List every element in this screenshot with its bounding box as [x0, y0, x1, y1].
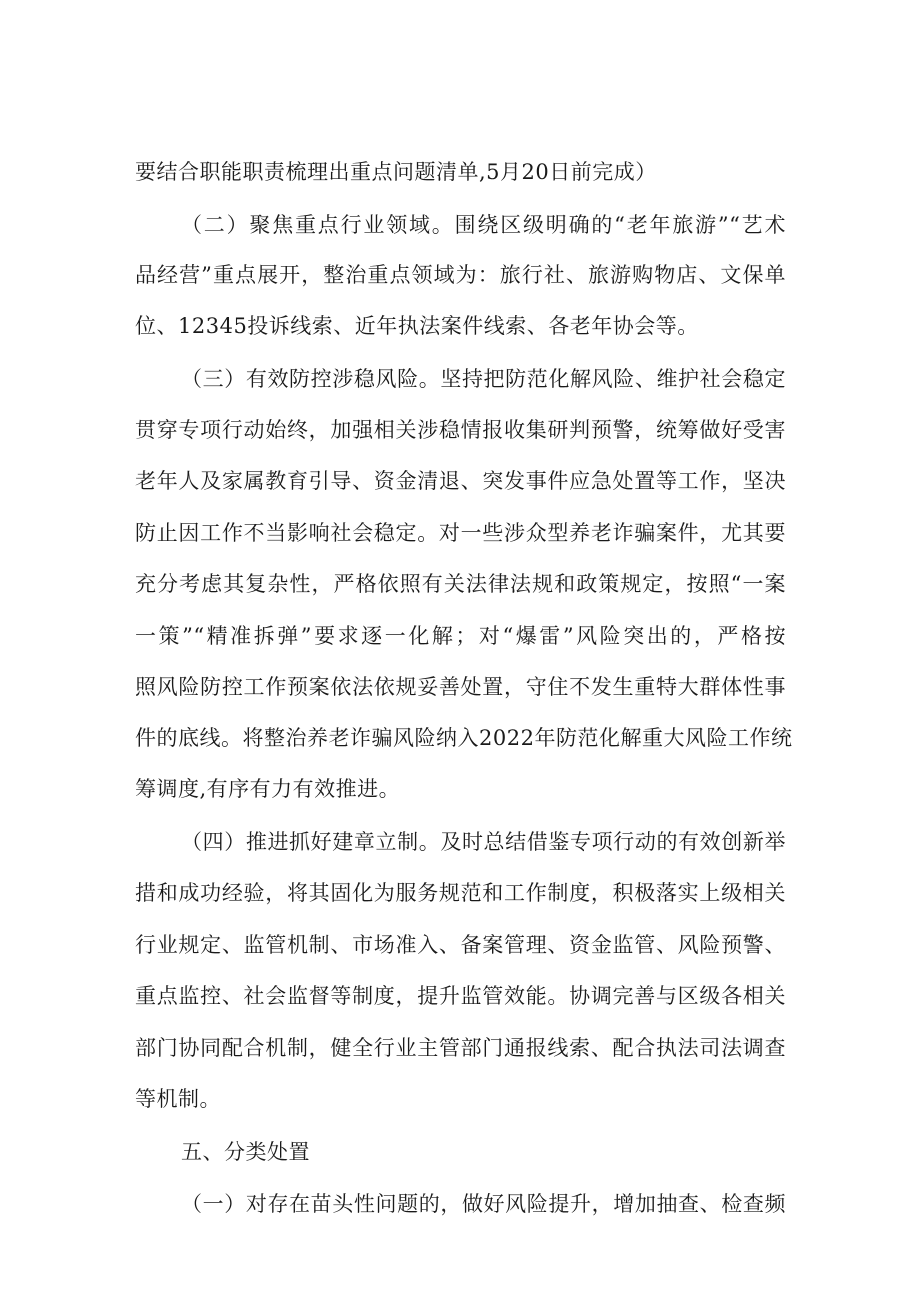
paragraph-2-line-1: （二）聚焦重点行业领域。围绕区级明确的“老年旅游”“艺术	[181, 213, 786, 237]
paragraph-4-line-6: 等机制。	[135, 1087, 221, 1111]
paragraph-4-line-2: 措和成功经验，将其固化为服务规范和工作制度，积极落实上级相关	[135, 881, 786, 905]
paragraph-5-line-1: （一）对存在苗头性问题的，做好风险提升，增加抽查、检查频	[181, 1192, 786, 1216]
text-line: 要结合职能职责梳理出重点问题清单,5月20日前完成）	[135, 160, 657, 184]
paragraph-2-line-3: 位、12345投诉线索、近年执法案件线索、各老年协会等。	[135, 314, 699, 338]
paragraph-3-line-8: 件的底线。将整治养老诈骗风险纳入2022年防范化解重大风险工作统	[135, 726, 793, 750]
paragraph-2-line-2: 品经营”重点展开，整治重点领域为：旅行社、旅游购物店、文保单	[135, 263, 786, 287]
paragraph-3-line-3: 老年人及家属教育引导、资金清退、突发事件应急处置等工作，坚决	[135, 469, 786, 493]
paragraph-4-line-5: 部门协同配合机制，健全行业主管部门通报线索、配合执法司法调查	[135, 1036, 786, 1060]
paragraph-4-line-4: 重点监控、社会监督等制度，提升监管效能。协调完善与区级各相关	[135, 984, 786, 1008]
paragraph-4-line-1: （四）推进抓好建章立制。及时总结借鉴专项行动的有效创新举	[181, 830, 786, 854]
paragraph-3-line-6: 一策”“精准拆弹”要求逐一化解；对“爆雷”风险突出的，严格按	[135, 624, 786, 648]
paragraph-3-line-5: 充分考虑其复杂性，严格依照有关法律法规和政策规定，按照“一案	[135, 572, 786, 596]
paragraph-3-line-4: 防止因工作不当影响社会稳定。对一些涉众型养老诈骗案件，尤其要	[135, 521, 786, 545]
paragraph-3-line-2: 贯穿专项行动始终，加强相关涉稳情报收集研判预警，统筹做好受害	[135, 418, 786, 442]
paragraph-3-line-9: 筹调度,有序有力有效推进。	[135, 777, 401, 801]
paragraph-3-line-1: （三）有效防控涉稳风险。坚持把防范化解风险、维护社会稳定	[181, 367, 786, 391]
paragraph-4-line-3: 行业规定、监管机制、市场准入、备案管理、资金监管、风险预警、	[135, 933, 786, 957]
section-heading: 五、分类处置	[181, 1140, 310, 1164]
paragraph-3-line-7: 照风险防控工作预案依法依规妥善处置，守住不发生重特大群体性事	[135, 675, 786, 699]
